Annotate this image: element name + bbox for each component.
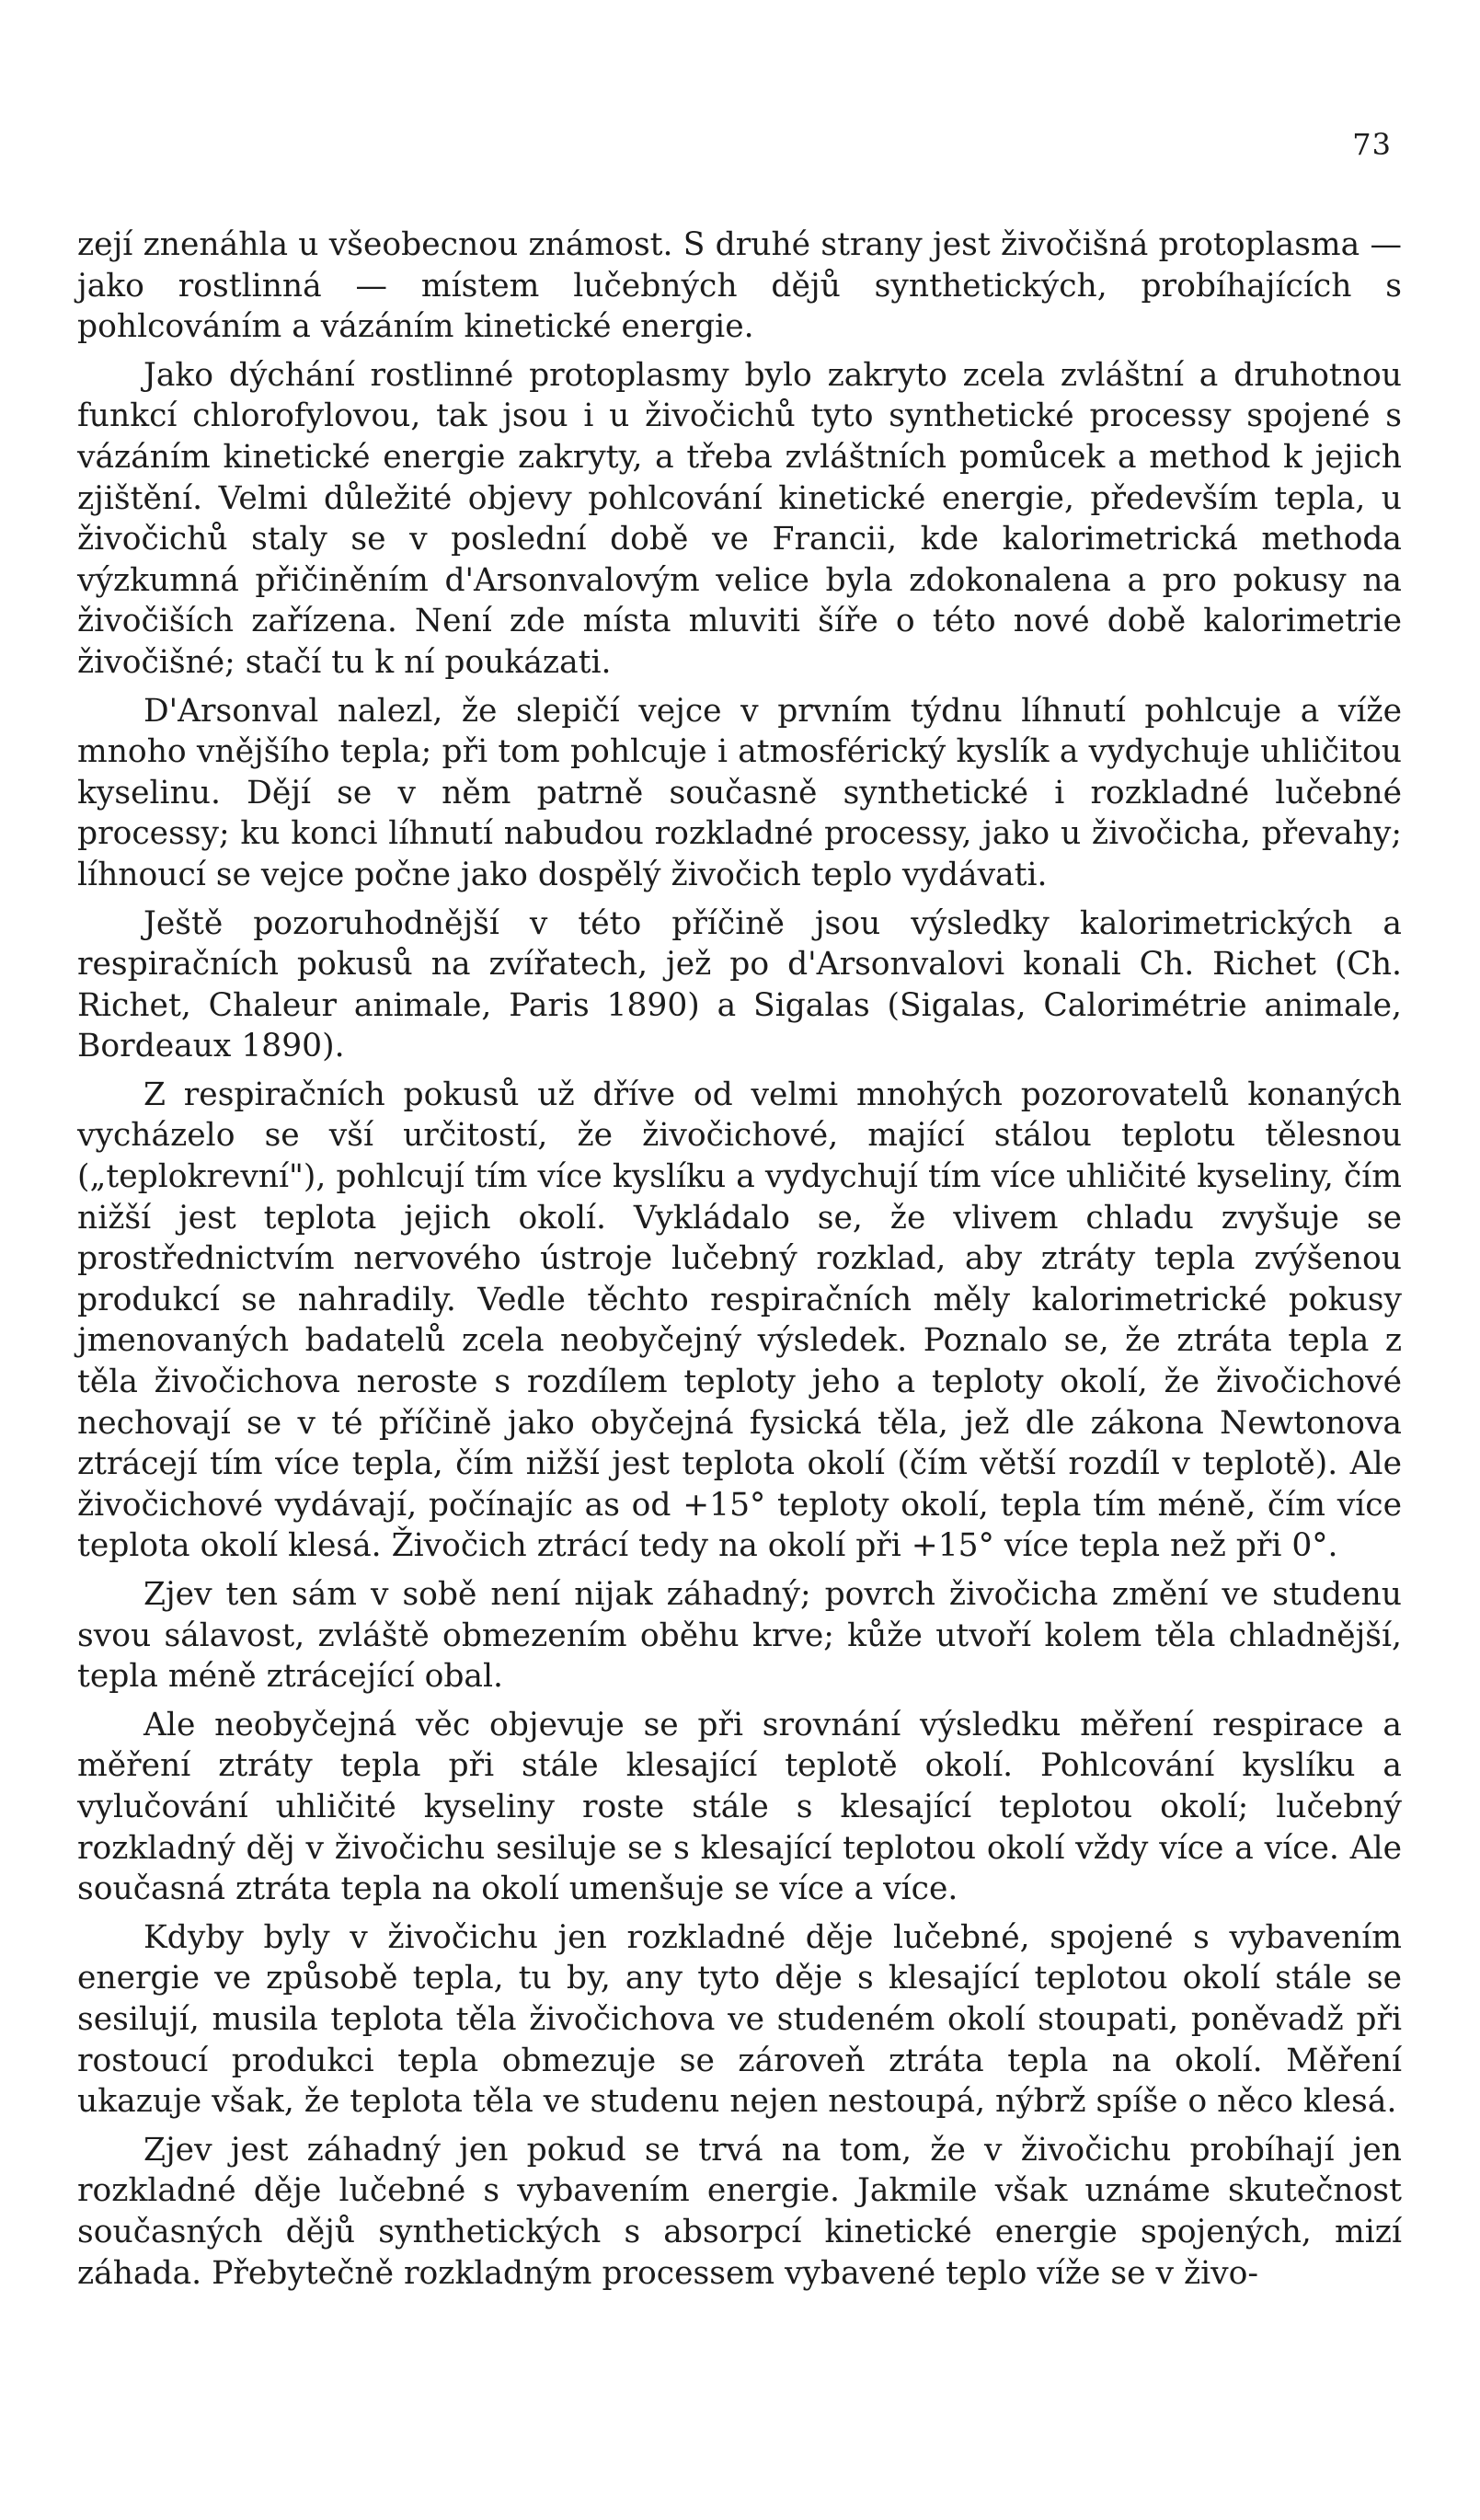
page-number: 73 [1352,127,1392,162]
paragraph: Jako dýchání rostlinné protoplasmy bylo zakryto zcela zvláštní a druhotnou funkcí chlorofylovou, tak jsou i u živočichů tyto synthetické processy spojené s vázáním kinetické energie zakryty, a třeba zvláštních pomůcek a method k jejich zjištění. Velmi důležité objevy pohlcování kinetické energie, především tepla, u živočichů staly se v poslední době ve Francii, kde kalorimetrická methoda výzkumná přičiněním d'Arsonvalovým velice byla zdokonalena a pro pokusy na živočiších zařízena. Není zde místa mluviti šíře o této nové době kalorimetrie živočišné; stačí tu k ní poukázati. [77,356,1402,681]
paragraph: Ještě pozoruhodnější v této příčině jsou výsledky kalorimetrických a respiračních pokusů na zvířatech, jež po d'Arsonvalovi konali Ch. Richet (Ch. Richet, Chaleur animale, Paris 1890) a Sigalas (Sigalas, Calorimétrie animale, Bordeaux 1890). [77,904,1402,1065]
paragraph: D'Arsonval nalezl, že slepičí vejce v prvním týdnu líhnutí pohlcuje a víže mnoho vnějšího tepla; při tom pohlcuje i atmosférický kyslík a vydychuje uhličitou kyselinu. Dějí se v něm patrně současně synthetické i rozkladné lučebné processy; ku konci líhnutí nabudou rozkladné processy, jako u živočicha, převahy; líhnoucí se vejce počne jako dospělý živočich teplo vydávati. [77,692,1402,893]
paragraph: Ale neobyčejná věc objevuje se při srovnání výsledku měření respirace a měření ztráty tepla při stále klesající teplotě okolí. Pohlcování kyslíku a vylučování uhličité kyseliny roste stále s klesající teplotou okolí; lučebný rozkladný děj v živočichu sesiluje se s klesající teplotou okolí vždy více a více. Ale současná ztráta tepla na okolí umenšuje se více a více. [77,1706,1402,1908]
paragraph: Z respiračních pokusů už dříve od velmi mnohých pozorovatelů konaných vycházelo se vší určitostí, že živočichové, mající stálou teplotu tělesnou („teplokrevní"), pohlcují tím více kyslíku a vydychují tím více uhličité kyseliny, čím nižší jest teplota jejich okolí. Vykládalo se, že vlivem chladu zvyšuje se prostřednictvím nervového ústroje lučebný rozklad, aby ztráty tepla zvýšenou produkcí se nahradily. Vedle těchto respiračních měly kalorimetrické pokusy jmenovaných badatelů zcela neobyčejný výsledek. Poznalo se, že ztráta tepla z těla živočichova neroste s rozdílem teploty jeho a teploty okolí, že živočichové nechovají se v té příčině jako obyčejná fysická těla, jež dle zákona Newtonova ztrácejí tím více tepla, čím nižší jest teplota okolí (čím větší rozdíl v teplotě). Ale živočichové vydávají, počínajíc as od +15° teploty okolí, tepla tím méně, čím více teplota okolí klesá. Živočich ztrácí tedy na okolí při +15° více tepla než při 0°. [77,1076,1402,1565]
paragraph: Zjev jest záhadný jen pokud se trvá na tom, že v živočichu probíhají jen rozkladné děje lučebné s vybavením energie. Jakmile však uznáme skutečnost současných dějů synthetických s absorpcí kinetické energie spojených, mizí záhada. Přebytečně rozkladným processem vybavené teplo víže se v živo- [77,2131,1402,2292]
body-text [77,224,1402,2301]
paragraph: zejí znenáhla u všeobecnou známost. S druhé strany jest živočišná protoplasma — jako rostlinná — místem lučebných dějů synthetických, probíhajících s pohlcováním a vázáním kinetické energie. [77,226,1402,346]
paragraph: Zjev ten sám v sobě není nijak záhadný; povrch živočicha změní ve studenu svou sálavost, zvláště obmezením oběhu krve; kůže utvoří kolem těla chladnější, tepla méně ztrácející obal. [77,1576,1402,1696]
paragraph: Kdyby byly v živočichu jen rozkladné děje lučebné, spojené s vybavením energie ve způsobě tepla, tu by, any tyto děje s klesající teplotou okolí stále se sesilují, musila teplota těla živočichova ve studeném okolí stoupati, poněvadž při rostoucí produkci tepla obmezuje se zároveň ztráta tepla na okolí. Měření ukazuje však, že teplota těla ve studenu nejen nestoupá, nýbrž spíše o něco klesá. [77,1918,1402,2121]
